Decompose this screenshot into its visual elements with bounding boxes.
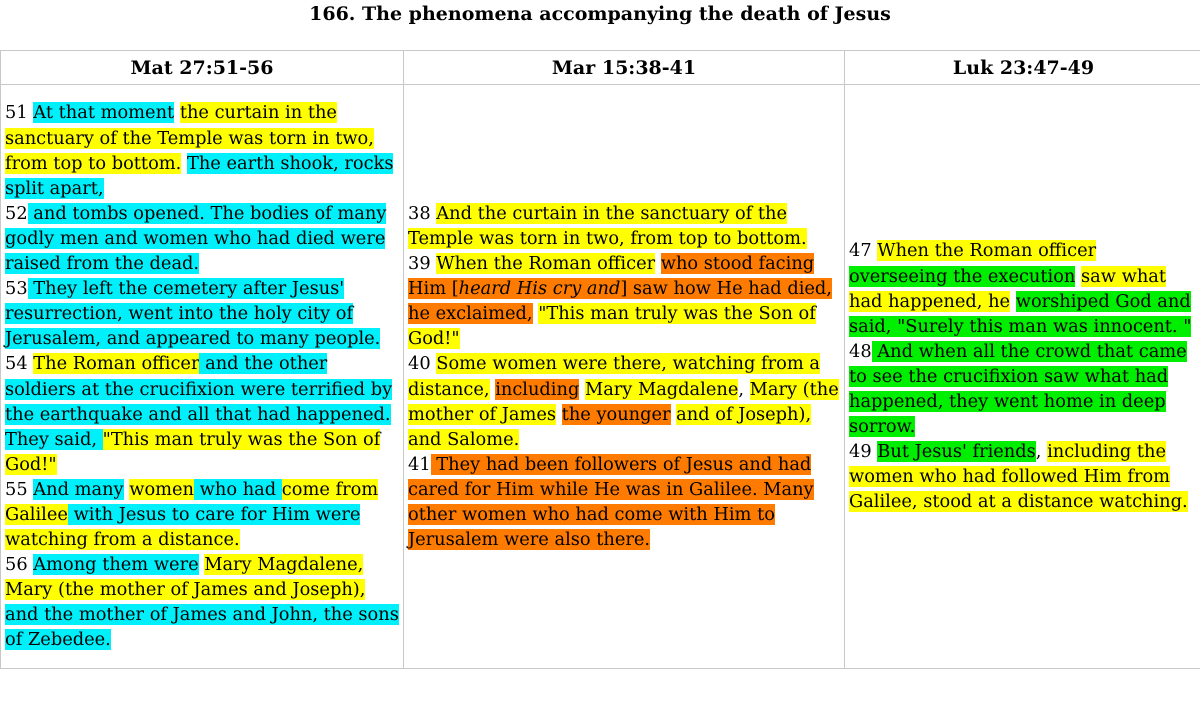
verse-segment: and of Joseph), xyxy=(676,403,812,425)
verse-segment: who had xyxy=(194,478,282,500)
verse-segment: overseeing the execution xyxy=(849,265,1076,287)
verse-segment: including the women who had followed Him from Galilee, stood at a distance watching. xyxy=(849,441,1188,513)
verse-segment: Mary Magdalene, Mary (the mother of James and Joseph), xyxy=(5,554,366,601)
verse-segment: come from Galilee xyxy=(5,478,379,525)
verse-segment: heard His cry and xyxy=(458,278,621,300)
verse-number: 41 xyxy=(408,453,431,475)
verse-number: 49 xyxy=(849,441,872,463)
passages-row xyxy=(1,85,1200,669)
verse-segment: , xyxy=(738,378,750,400)
verse xyxy=(5,351,399,476)
verse xyxy=(5,100,399,200)
verse-segment: , xyxy=(1035,441,1048,463)
passage-text xyxy=(849,238,1198,514)
verse-segment: saw what had happened, he xyxy=(849,265,1167,312)
verse xyxy=(408,251,840,351)
verse-number: 56 xyxy=(5,554,28,576)
verse-segment: The earth shook, rocks split apart, xyxy=(5,152,394,199)
verse xyxy=(5,276,399,351)
verse-segment: "This man truly was the Son of God!" xyxy=(408,303,816,350)
verse xyxy=(408,351,840,451)
verse-segment: "This man truly was the Son of God!" xyxy=(5,428,381,475)
verse-segment xyxy=(655,253,661,274)
verse-segment: with Jesus to care for Him were xyxy=(67,503,361,525)
verse-number: 55 xyxy=(5,478,28,500)
verse-segment: and tombs opened. The bodies of many godly men and women who had died were raised from the dead. xyxy=(5,202,387,275)
passage-cell-matthew xyxy=(1,85,404,669)
verse xyxy=(408,452,840,552)
verse-segment: And the curtain in the sanctuary of the Temple was torn in two, from top to bottom. xyxy=(408,202,807,249)
verse-segment: They had been followers of Jesus and had cared for Him while He was in Galilee. Many other women who had come with Him to Jerusalem were also there. xyxy=(408,453,814,551)
parallel-passages-table xyxy=(0,50,1200,669)
verse-segment: Among them were xyxy=(33,554,199,576)
verse-segment: Some women were there, watching from a distance, xyxy=(408,353,820,400)
column-header-luke: Luk 23:47-49 xyxy=(845,51,1200,85)
verse xyxy=(849,439,1198,514)
verse-number: 54 xyxy=(5,353,28,375)
verse-number: 53 xyxy=(5,278,28,300)
passage-text xyxy=(5,100,399,652)
verse xyxy=(849,238,1198,338)
verse-segment: When the Roman officer xyxy=(436,253,656,275)
verse-segment: and the mother of James and John, the sons of Zebedee. xyxy=(5,604,399,651)
verse xyxy=(5,201,399,276)
verse-segment: worshiped God and said, "Surely this man was innocent. " xyxy=(849,290,1192,337)
verse-segment: They left the cemetery after Jesus' resurrection, went into the holy city of Jerusalem, and appeared to many people. xyxy=(5,278,381,350)
verse-number: 39 xyxy=(408,253,431,275)
verse-number: 48 xyxy=(849,340,872,362)
verse-segment: women xyxy=(129,478,195,500)
verse-segment: ] saw how He had died, he exclaimed, xyxy=(408,278,832,325)
verse-segment xyxy=(174,102,180,123)
verse-segment: And when all the crowd that came to see the crucifixion saw what had happened, they went home in deep sorrow. xyxy=(849,340,1187,438)
verse-segment xyxy=(1010,291,1016,312)
verse-segment: The Roman officer xyxy=(33,353,200,375)
verse-segment: When the Roman officer xyxy=(877,240,1097,262)
verse xyxy=(408,201,840,251)
header-row xyxy=(1,51,1200,85)
verse-number: 38 xyxy=(408,202,431,224)
verse-segment: Mary (the mother of James xyxy=(408,378,839,425)
verse-segment: And many xyxy=(33,478,124,500)
verse-segment: and Salome. xyxy=(408,428,520,450)
verse-number: 51 xyxy=(5,102,28,124)
passage-cell-luke xyxy=(845,85,1200,669)
verse-segment: including xyxy=(495,378,580,400)
verse-segment xyxy=(556,404,562,425)
verse-segment: the curtain in the sanctuary of the Temple was torn in two, from top to bottom. xyxy=(5,102,374,174)
column-header-mark: Mar 15:38-41 xyxy=(404,51,845,85)
verse-number: 52 xyxy=(5,202,28,224)
passage-cell-mark xyxy=(404,85,845,669)
verse xyxy=(5,477,399,552)
verse-segment: the younger xyxy=(561,403,671,425)
page-title: 166. The phenomena accompanying the death of Jesus xyxy=(309,3,891,25)
verse xyxy=(849,339,1198,439)
passage-text xyxy=(408,201,840,552)
verse-number: 40 xyxy=(408,353,431,375)
verse-segment: At that moment xyxy=(33,102,175,124)
verse-number: 47 xyxy=(849,240,872,262)
verse-segment: Mary Magdalene xyxy=(584,378,739,400)
column-header-matthew: Mat 27:51-56 xyxy=(1,51,404,85)
verse-segment: watching from a distance. xyxy=(5,529,240,551)
verse-segment: who stood facing Him [ xyxy=(408,253,815,300)
verse-segment: But Jesus' friends xyxy=(877,441,1036,463)
verse-segment: and the other soldiers at the crucifixion were terrified by the earthquake and all that had happened. They said, xyxy=(5,353,393,450)
verse xyxy=(5,552,399,652)
